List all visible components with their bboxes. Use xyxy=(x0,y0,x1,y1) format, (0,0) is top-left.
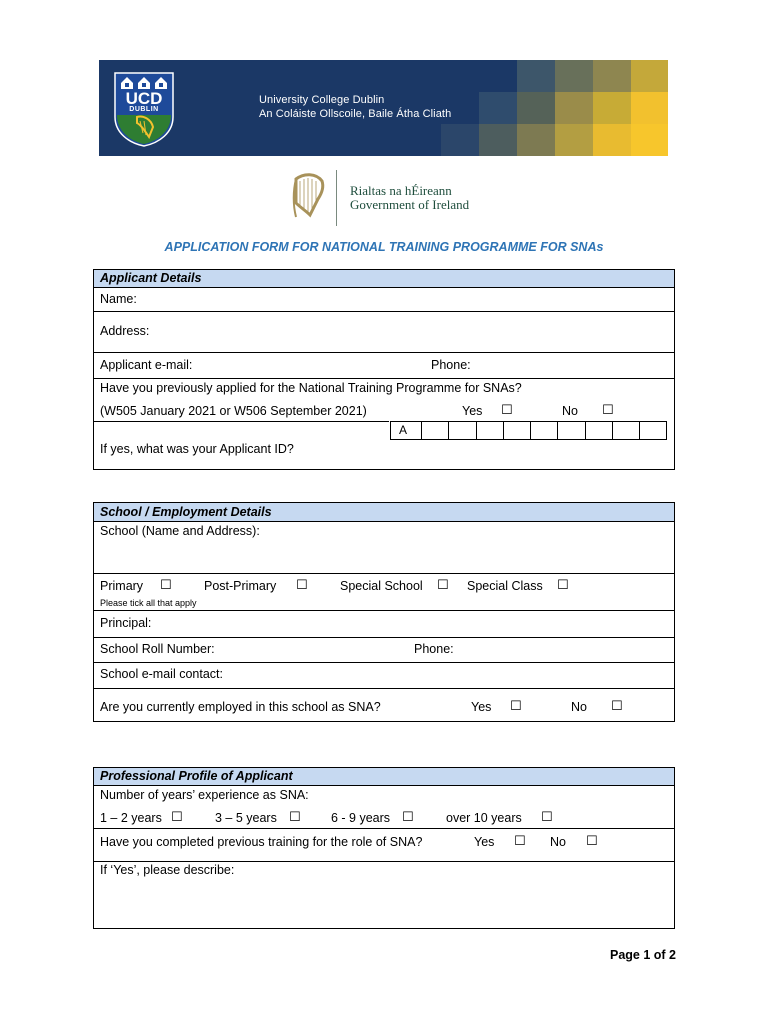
harp-icon xyxy=(290,171,328,223)
applicant-id-grid[interactable] xyxy=(390,421,667,440)
divider xyxy=(94,662,674,663)
applicant-id-cell[interactable] xyxy=(476,421,503,440)
previous-application-detail: (W505 January 2021 or W506 September 2021) xyxy=(100,404,367,418)
banner-tile xyxy=(593,124,631,156)
divider xyxy=(94,637,674,638)
years-3-5-checkbox[interactable]: ☐ xyxy=(289,809,301,824)
banner-tile xyxy=(479,124,517,156)
divider xyxy=(94,352,674,353)
applicant-id-cell[interactable] xyxy=(530,421,557,440)
years-6-9-checkbox[interactable]: ☐ xyxy=(402,809,414,824)
applicant-id-cell[interactable] xyxy=(421,421,448,440)
applicant-details-section xyxy=(93,269,675,470)
no-checkbox[interactable]: ☐ xyxy=(602,402,614,417)
banner-tile xyxy=(517,60,555,92)
banner-tile xyxy=(631,92,668,124)
form-title: APPLICATION FORM FOR NATIONAL TRAINING PROGRAMME FOR SNAs xyxy=(164,240,604,254)
section-header: Professional Profile of Applicant xyxy=(94,768,674,786)
banner-tile xyxy=(441,124,479,156)
employed-question: Are you currently employed in this school as SNA? xyxy=(100,700,381,714)
yes-label: Yes xyxy=(474,835,495,849)
banner-tile xyxy=(479,92,517,124)
training-no-checkbox[interactable]: ☐ xyxy=(586,833,598,848)
banner-tile xyxy=(555,60,593,92)
banner-tile xyxy=(631,124,668,156)
training-yes-checkbox[interactable]: ☐ xyxy=(514,833,526,848)
applicant-id-cell[interactable] xyxy=(585,421,612,440)
divider xyxy=(94,610,674,611)
no-label: No xyxy=(550,835,566,849)
divider xyxy=(94,573,674,574)
divider xyxy=(94,311,674,312)
professional-profile-section xyxy=(93,767,675,929)
yes-label: Yes xyxy=(471,700,492,714)
banner-tile xyxy=(593,60,631,92)
divider xyxy=(94,378,674,379)
page-number: Page 1 of 2 xyxy=(610,948,676,962)
divider xyxy=(94,861,674,862)
school-email-label: School e-mail contact: xyxy=(100,667,223,681)
applicant-id-cell[interactable] xyxy=(503,421,530,440)
applicant-id-prefix: A xyxy=(390,421,421,440)
banner-tile xyxy=(593,92,631,124)
years-option-over-10: over 10 years xyxy=(446,811,522,825)
banner-tile xyxy=(631,60,668,92)
school-type-post-primary: Post-Primary xyxy=(204,579,277,593)
previous-application-question: Have you previously applied for the National Training Programme for SNAs? xyxy=(100,381,522,395)
previous-training-question: Have you completed previous training for the role of SNA? xyxy=(100,835,423,849)
gov-name-english: Government of Ireland xyxy=(350,197,470,212)
school-name-label: School (Name and Address): xyxy=(100,524,260,538)
school-type-special-school: Special School xyxy=(340,579,423,593)
ucd-banner xyxy=(99,60,668,156)
describe-label: If ‘Yes’, please describe: xyxy=(100,863,235,877)
applicant-id-cell[interactable] xyxy=(639,421,666,440)
applicant-email-label: Applicant e-mail: xyxy=(100,358,193,372)
address-label: Address: xyxy=(100,324,150,338)
applicant-phone-label: Phone: xyxy=(431,358,471,372)
post-primary-checkbox[interactable]: ☐ xyxy=(296,577,308,592)
yes-checkbox[interactable]: ☐ xyxy=(501,402,513,417)
banner-tile xyxy=(517,124,555,156)
primary-checkbox[interactable]: ☐ xyxy=(160,577,172,592)
school-details-section xyxy=(93,502,675,722)
yes-label: Yes xyxy=(462,404,483,418)
banner-tile xyxy=(555,124,593,156)
applicant-id-question: If yes, what was your Applicant ID? xyxy=(100,442,294,456)
years-option-6-9: 6 - 9 years xyxy=(331,811,391,825)
gov-logo-divider xyxy=(336,170,337,226)
tick-note: Please tick all that apply xyxy=(100,598,197,608)
years-option-3-5: 3 – 5 years xyxy=(215,811,277,825)
school-phone-label: Phone: xyxy=(414,642,454,656)
section-header: School / Employment Details xyxy=(94,503,674,522)
banner-tile xyxy=(555,92,593,124)
ucd-logo-text: UCD xyxy=(125,89,163,108)
applicant-id-cell[interactable] xyxy=(557,421,584,440)
gov-name-irish: Rialtas na hÉireann xyxy=(350,183,452,198)
section-header: Applicant Details xyxy=(94,270,674,288)
divider xyxy=(94,421,389,422)
years-over-10-checkbox[interactable]: ☐ xyxy=(541,809,553,824)
divider xyxy=(94,828,674,829)
years-option-1-2: 1 – 2 years xyxy=(100,811,162,825)
special-class-checkbox[interactable]: ☐ xyxy=(557,577,569,592)
banner-university-name: University College Dublin xyxy=(259,94,385,106)
principal-label: Principal: xyxy=(100,616,152,630)
employed-yes-checkbox[interactable]: ☐ xyxy=(510,698,522,713)
years-experience-question: Number of years’ experience as SNA: xyxy=(100,788,309,802)
special-school-checkbox[interactable]: ☐ xyxy=(437,577,449,592)
school-type-special-class: Special Class xyxy=(467,579,543,593)
applicant-id-cell[interactable] xyxy=(448,421,475,440)
banner-tile xyxy=(517,92,555,124)
applicant-id-cell[interactable] xyxy=(612,421,639,440)
years-1-2-checkbox[interactable]: ☐ xyxy=(171,809,183,824)
name-label: Name: xyxy=(100,292,137,306)
no-label: No xyxy=(571,700,587,714)
school-type-primary: Primary xyxy=(100,579,144,593)
divider xyxy=(94,688,674,689)
employed-no-checkbox[interactable]: ☐ xyxy=(611,698,623,713)
school-roll-number-label: School Roll Number: xyxy=(100,642,215,656)
banner-university-name-irish: An Coláiste Ollscoile, Baile Átha Cliath xyxy=(259,108,452,120)
ucd-logo-subtext: DUBLIN xyxy=(129,106,159,113)
no-label: No xyxy=(562,404,578,418)
